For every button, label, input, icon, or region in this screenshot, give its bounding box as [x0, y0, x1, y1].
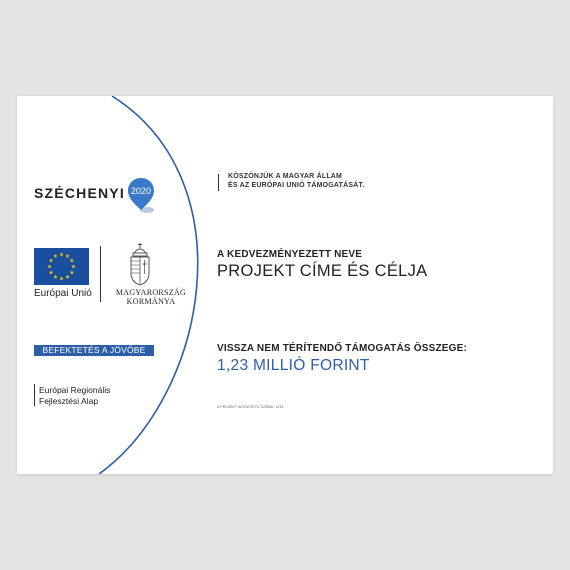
fund-line-2: Fejlesztési Alap — [39, 396, 99, 406]
eu-star — [72, 264, 76, 268]
eu-star — [60, 252, 64, 256]
beneficiary-label: A KEDVEZMÉNYEZETT NEVE — [217, 249, 363, 260]
eu-star — [49, 258, 53, 262]
government-line-1: MAGYARORSZÁG — [115, 288, 187, 297]
eu-star — [70, 258, 74, 262]
thanks-line-2: ÉS AZ EURÓPAI UNIÓ TÁMOGATÁSÁT. — [228, 182, 365, 189]
hungarian-coat-of-arms-icon — [127, 242, 153, 286]
brand-year: 2020 — [130, 186, 151, 196]
government-line-2: KORMÁNYA — [126, 297, 176, 306]
eu-star — [66, 254, 70, 258]
eu-star — [66, 275, 70, 279]
blue-arc-divider — [17, 96, 553, 474]
szechenyi-logo — [34, 174, 157, 212]
eu-label: Európai Unió — [34, 288, 92, 299]
divider-line — [218, 174, 219, 191]
poster-board — [17, 96, 553, 474]
location-pin-icon — [127, 177, 157, 215]
eu-star — [54, 275, 58, 279]
eu-star — [49, 270, 53, 274]
project-id-footnote: A PROJEKT AZONOSÍTÓ SZÁMA: 1234 — [217, 405, 284, 409]
eu-star — [60, 276, 64, 280]
project-title: PROJEKT CÍME ÉS CÉLJA — [217, 262, 428, 280]
eu-star — [48, 264, 52, 268]
fund-line-1: Európai Regionális — [39, 385, 111, 395]
eu-star — [54, 254, 58, 258]
brand-name: SZÉCHENYI — [34, 185, 125, 201]
slogan-badge: BEFEKTETÉS A JÖVŐBE — [34, 345, 154, 356]
fund-separator — [34, 384, 35, 406]
eu-star — [70, 270, 74, 274]
thanks-line-1: KÖSZÖNJÜK A MAGYAR ÁLLAM — [228, 173, 343, 180]
eu-flag-icon — [34, 248, 89, 285]
support-amount-label: VISSZA NEM TÉRÍTENDŐ TÁMOGATÁS ÖSSZEGE: — [217, 343, 468, 354]
support-amount: 1,23 MILLIÓ FORINT — [217, 357, 370, 374]
